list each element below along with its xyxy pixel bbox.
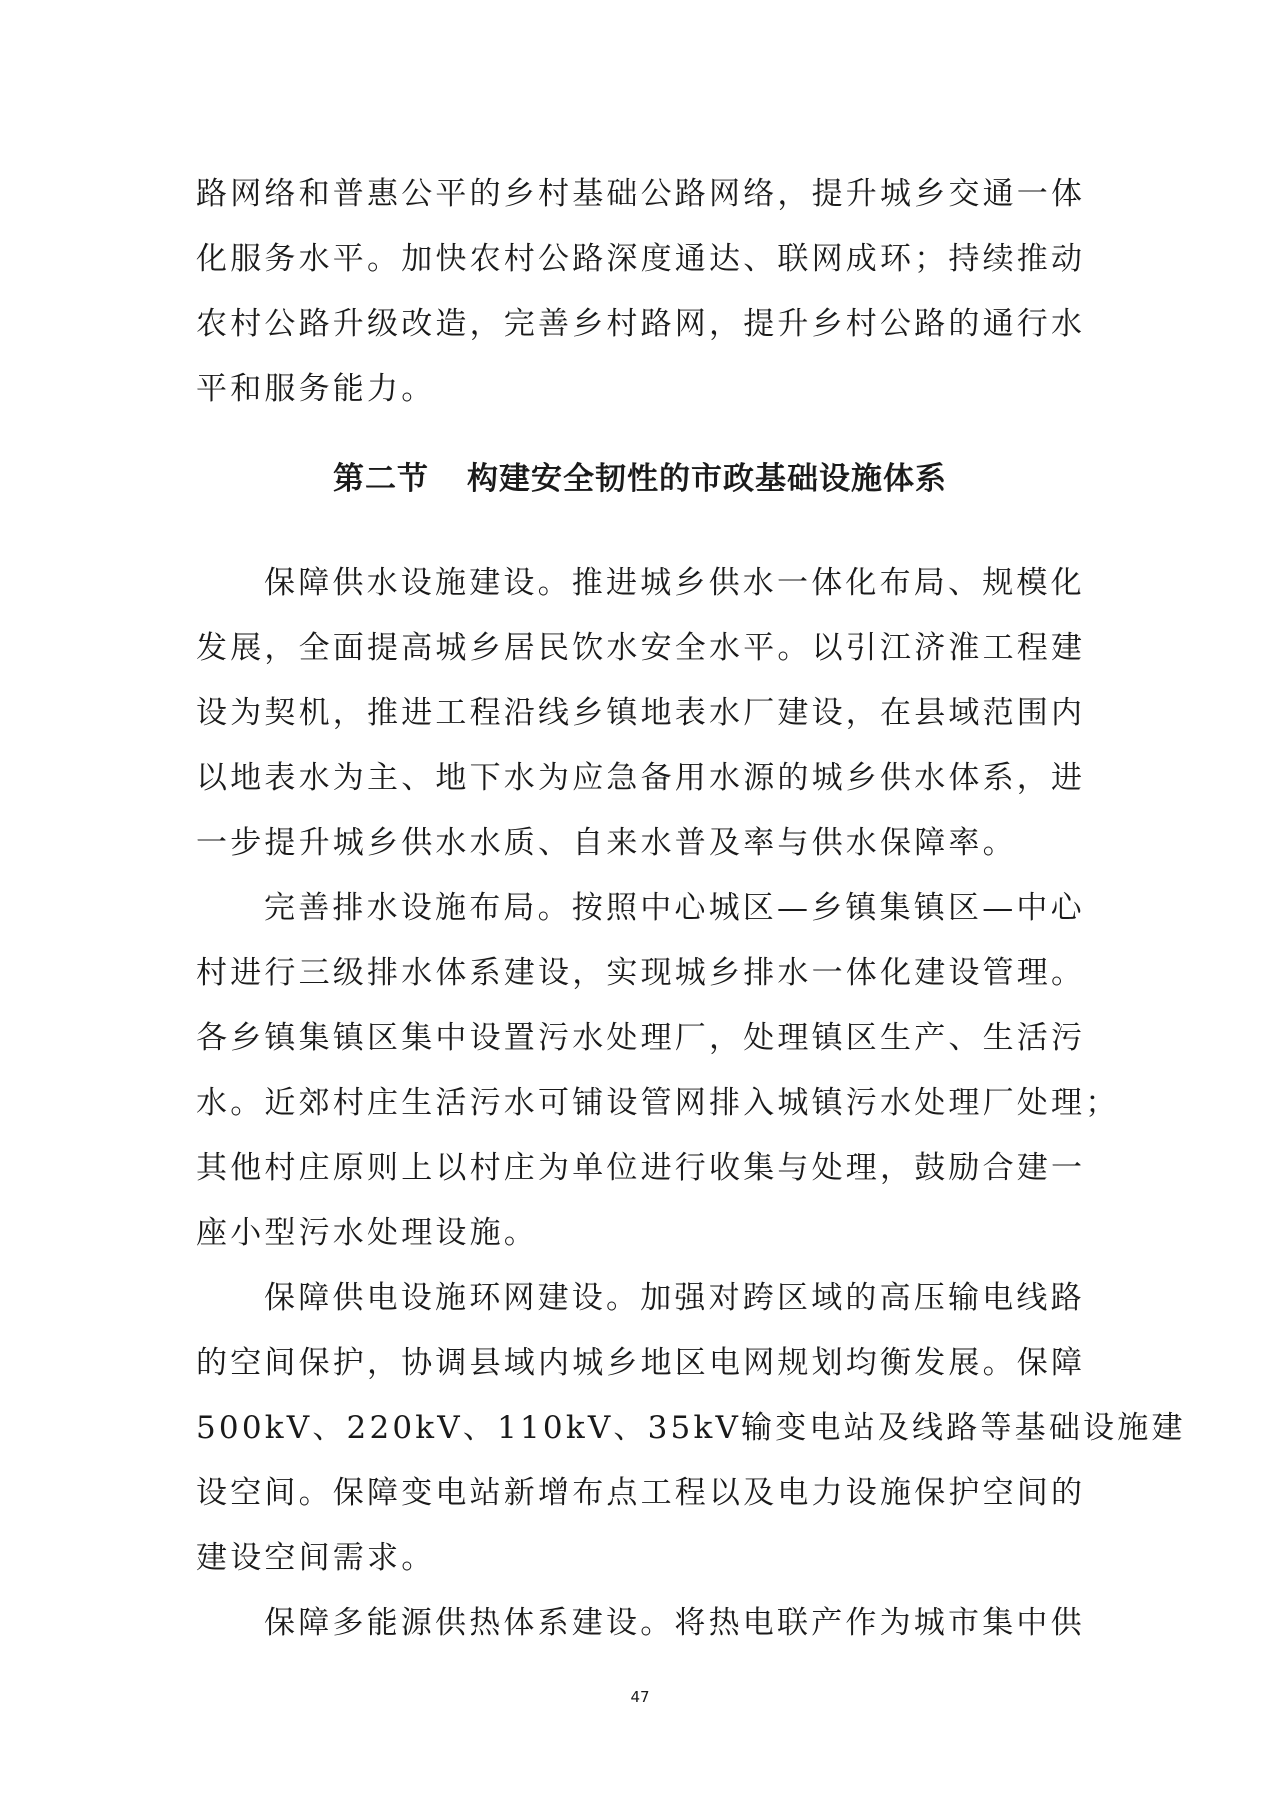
text-line: 保障供电设施环网建设。加强对跨区域的高压输电线路 <box>264 1280 1085 1316</box>
text-line: 平和服务能力。 <box>196 371 436 407</box>
text-line: 水。近郊村庄生活污水可铺设管网排入城镇污水处理厂处理； <box>196 1085 1120 1121</box>
text-line: 发展，全面提高城乡居民饮水安全水平。以引江济淮工程建 <box>196 630 1086 666</box>
text-line: 路网络和普惠公平的乡村基础公路网络，提升城乡交通一体 <box>196 176 1086 212</box>
text-line: 化服务水平。加快农村公路深度通达、联网成环；持续推动 <box>196 241 1086 277</box>
section-heading <box>196 447 1084 512</box>
text-line: 一步提升城乡供水水质、自来水普及率与供水保障率。 <box>196 825 1017 861</box>
text-line: 保障供水设施建设。推进城乡供水一体化布局、规模化 <box>264 565 1085 601</box>
text-line: 各乡镇集镇区集中设置污水处理厂，处理镇区生产、生活污 <box>196 1020 1086 1056</box>
text-line: 500kV、220kV、110kV、35kV输变电站及线路等基础设施建 <box>196 1410 1186 1446</box>
section-number: 第二节 <box>333 461 429 497</box>
text-line: 农村公路升级改造，完善乡村路网，提升乡村公路的通行水 <box>196 306 1086 342</box>
text-line: 其他村庄原则上以村庄为单位进行收集与处理，鼓励合建一 <box>196 1150 1086 1186</box>
text-line: 以地表水为主、地下水为应急备用水源的城乡供水体系，进 <box>196 760 1086 796</box>
page-body <box>196 162 1186 1656</box>
text-line: 设空间。保障变电站新增布点工程以及电力设施保护空间的 <box>196 1475 1086 1511</box>
text-line: 保障多能源供热体系建设。将热电联产作为城市集中供 <box>264 1605 1085 1641</box>
paragraph-road-network <box>196 162 1084 422</box>
text-line: 座小型污水处理设施。 <box>196 1215 538 1251</box>
text-line: 村进行三级排水体系建设，实现城乡排水一体化建设管理。 <box>196 955 1086 991</box>
paragraph-power <box>196 1266 1186 1591</box>
paragraph-water-supply <box>196 551 1084 876</box>
paragraph-drainage <box>196 876 1120 1266</box>
text-line: 完善排水设施布局。按照中心城区—乡镇集镇区—中心 <box>264 890 1085 926</box>
page-number: 47 <box>630 1688 650 1706</box>
paragraph-heating <box>196 1591 1084 1656</box>
text-line: 的空间保护，协调县域内城乡地区电网规划均衡发展。保障 <box>196 1345 1086 1381</box>
text-line: 建设空间需求。 <box>196 1540 436 1576</box>
text-line: 设为契机，推进工程沿线乡镇地表水厂建设，在县域范围内 <box>196 695 1086 731</box>
section-title: 构建安全韧性的市政基础设施体系 <box>467 461 947 497</box>
